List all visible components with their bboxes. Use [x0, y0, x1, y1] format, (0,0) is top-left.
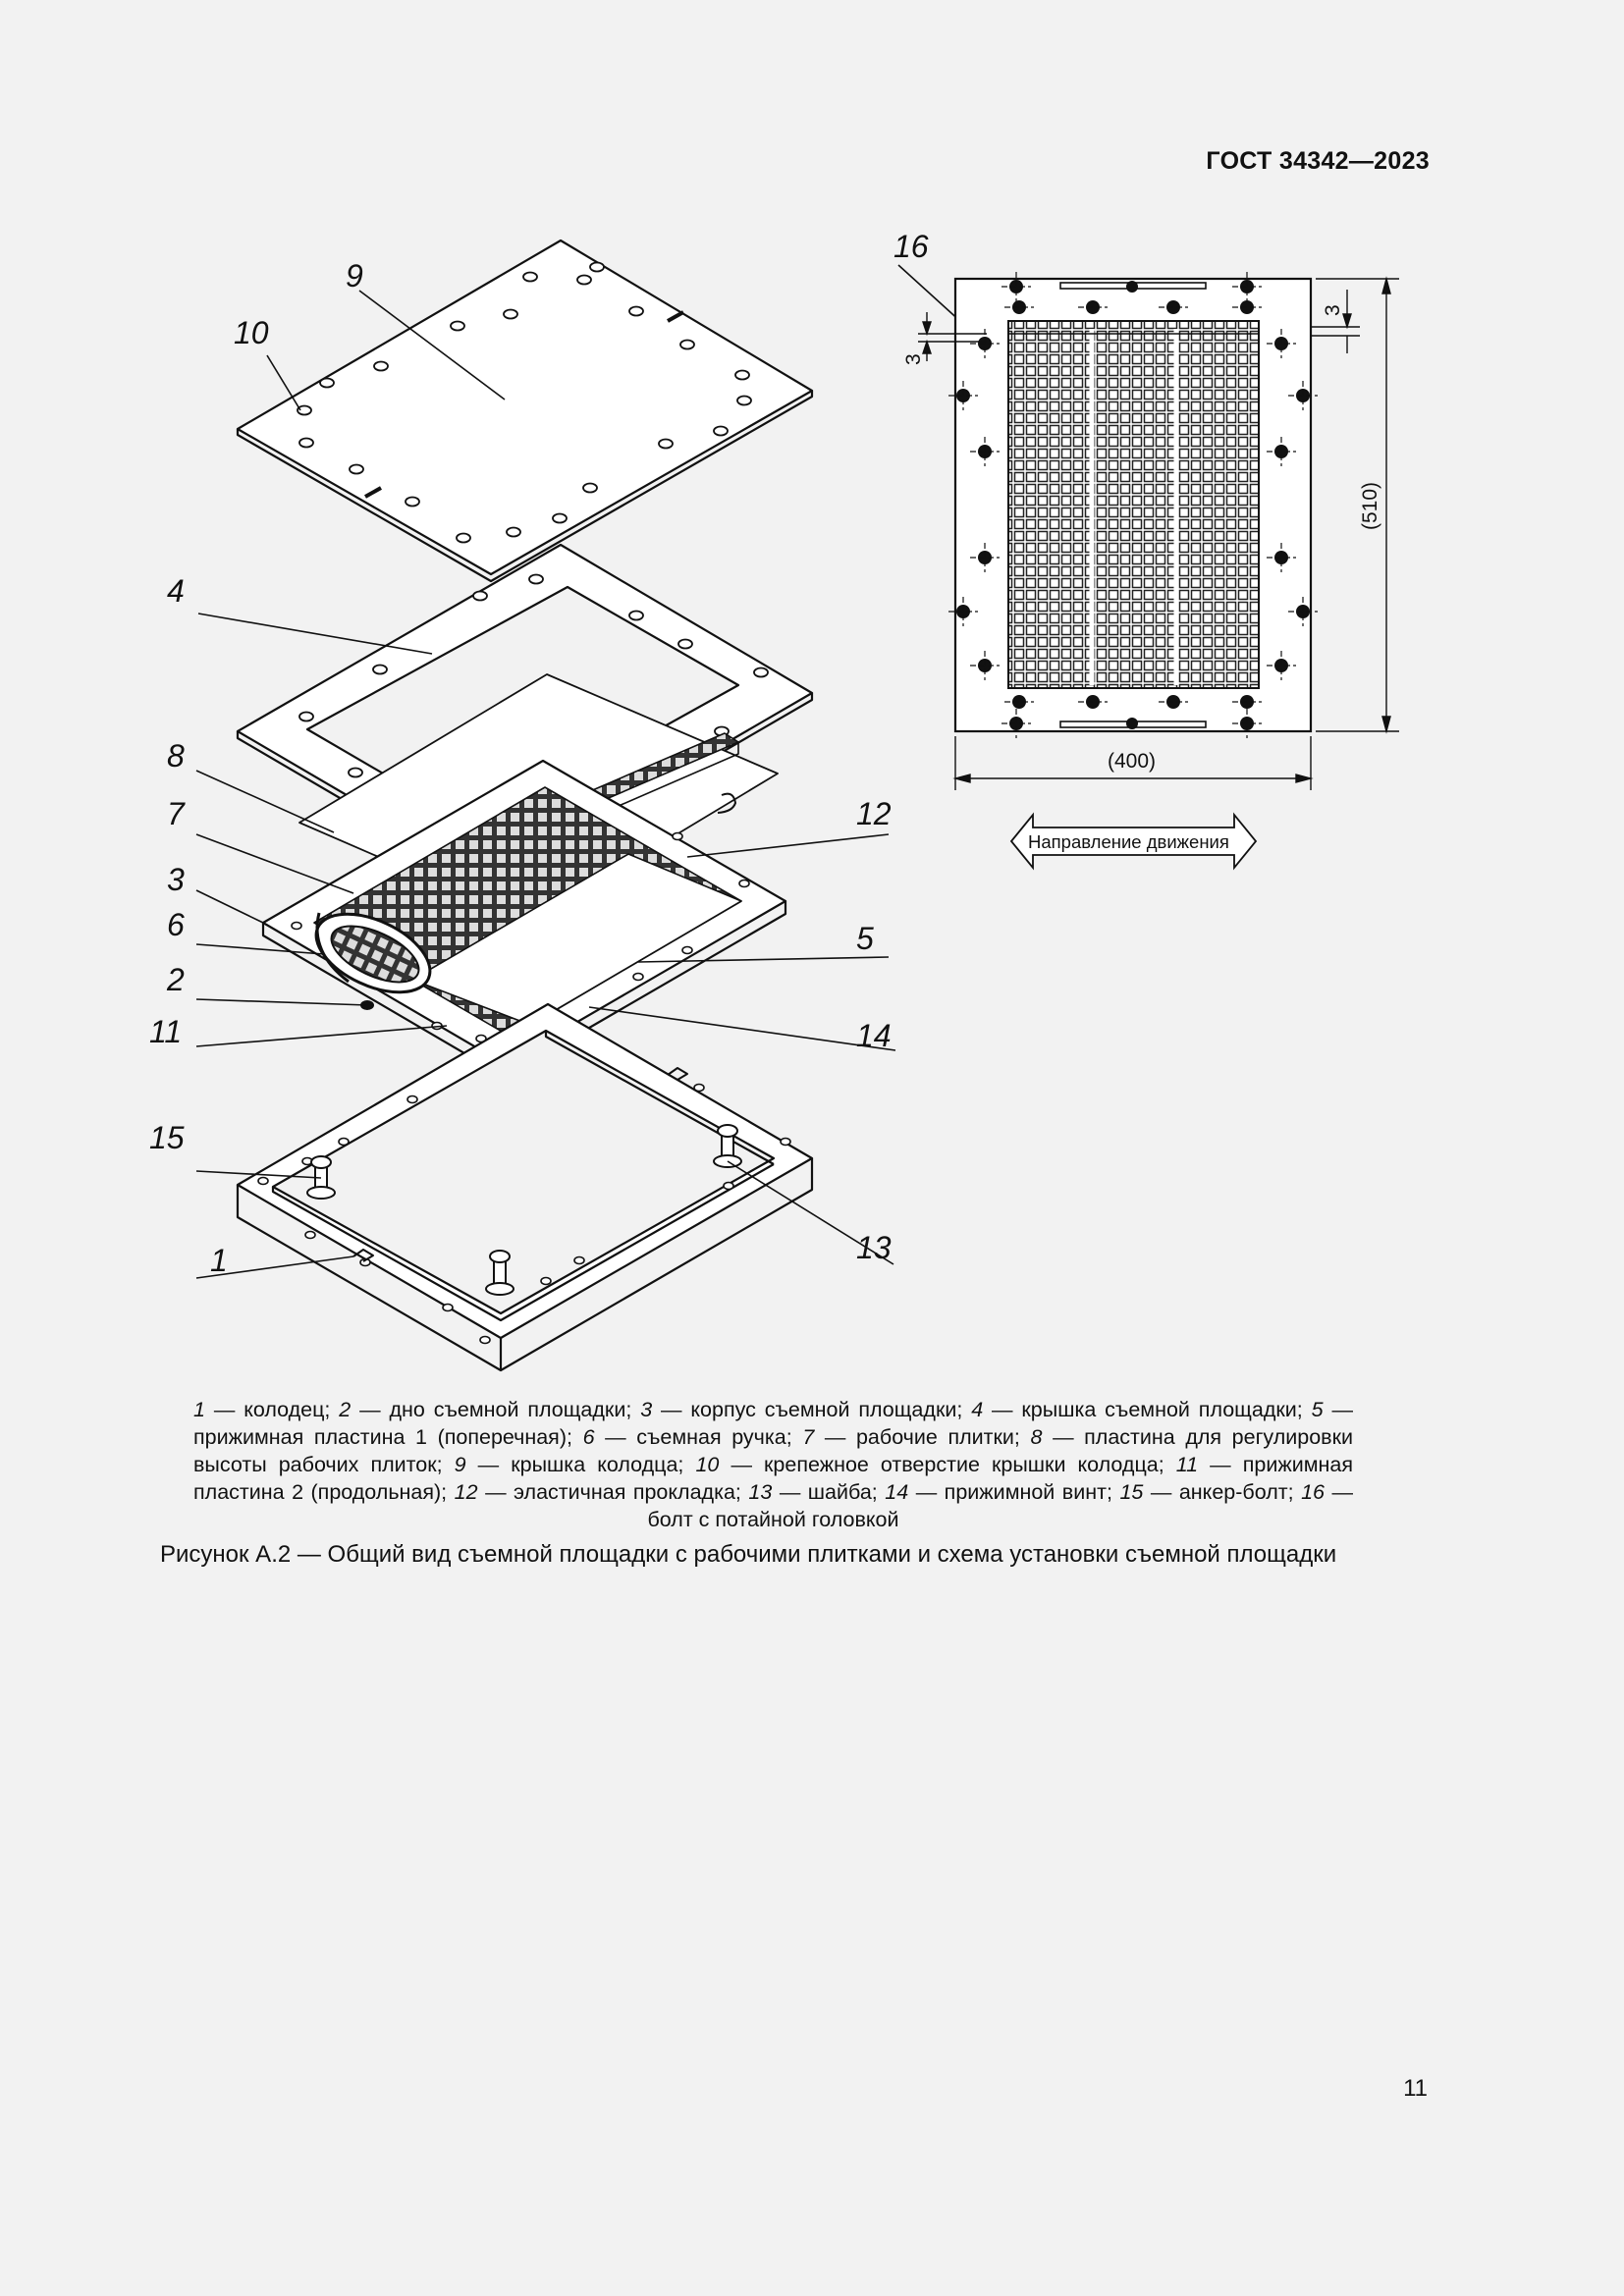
- legend-item-text: — съемная ручка;: [594, 1425, 792, 1449]
- callout-10: 10: [234, 315, 269, 350]
- legend-item-1: [193, 1398, 330, 1421]
- legend-item-text: — пластина для регулировки высоты рабочих плиток;: [193, 1425, 1354, 1476]
- legend-item-number: 11: [1175, 1453, 1199, 1476]
- callout-9: 9: [346, 258, 363, 294]
- figure-legend: [193, 1396, 1353, 1533]
- figure-caption: Рисунок А.2 — Общий вид съемной площадки с рабочими плитками и схема установки съемной площадки: [160, 1541, 1337, 1568]
- callout-15: 15: [149, 1120, 185, 1155]
- callout-3: 3: [167, 862, 185, 897]
- legend-item-13: [748, 1480, 877, 1504]
- legend-item-text: — колодец;: [204, 1398, 331, 1421]
- legend-item-3: [640, 1398, 962, 1421]
- well-cover: [238, 240, 812, 581]
- legend-item-number: 12: [454, 1480, 478, 1504]
- callout-4: 4: [167, 573, 185, 609]
- legend-item-text: — эластичная прокладка;: [477, 1480, 741, 1504]
- callout-5: 5: [856, 921, 874, 956]
- legend-item-text: — крышка съемной площадки;: [983, 1398, 1303, 1421]
- legend-item-number: 14: [885, 1480, 909, 1504]
- callout-12: 12: [856, 796, 892, 831]
- legend-item-number: 10: [695, 1453, 720, 1476]
- legend-item-text: — анкер-болт;: [1143, 1480, 1294, 1504]
- legend-item-number: 6: [582, 1425, 595, 1449]
- installation-scheme: [918, 272, 1399, 868]
- legend-item-7: [802, 1425, 1020, 1449]
- callout-11: 11: [149, 1014, 183, 1049]
- legend-item-10: [695, 1453, 1164, 1476]
- callout-14: 14: [856, 1018, 892, 1053]
- dim-height: (510): [1359, 481, 1381, 530]
- dim-small-left: 3: [902, 353, 925, 365]
- legend-item-14: [885, 1480, 1112, 1504]
- callout-2: 2: [167, 962, 185, 997]
- legend-item-15: [1119, 1480, 1293, 1504]
- legend-item-9: [455, 1453, 684, 1476]
- legend-item-4: [971, 1398, 1303, 1421]
- legend-item-number: 1: [193, 1398, 205, 1421]
- legend-item-text: — крышка колодца;: [465, 1453, 684, 1476]
- callout-1: 1: [210, 1243, 228, 1278]
- callout-13: 13: [856, 1230, 892, 1265]
- dim-width: (400): [1108, 750, 1157, 773]
- legend-item-text: — корпус съемной площадки;: [652, 1398, 963, 1421]
- callout-16: 16: [893, 229, 929, 264]
- legend-item-number: 4: [971, 1398, 984, 1421]
- document-header: ГОСТ 34342—2023: [1206, 147, 1430, 175]
- legend-item-12: [455, 1480, 741, 1504]
- dim-small-right: 3: [1322, 304, 1344, 316]
- legend-item-text: — рабочие плитки;: [814, 1425, 1020, 1449]
- legend-item-text: — прижимная пластина 2 (продольная);: [193, 1453, 1353, 1504]
- legend-item-number: 13: [748, 1480, 773, 1504]
- legend-item-2: [339, 1398, 631, 1421]
- legend-item-text: — крепежное отверстие крышки колодца;: [719, 1453, 1164, 1476]
- legend-item-6: [583, 1425, 792, 1449]
- legend-item-number: 5: [1311, 1398, 1324, 1421]
- callout-6: 6: [167, 907, 185, 942]
- legend-item-number: 15: [1119, 1480, 1144, 1504]
- legend-item-number: 16: [1301, 1480, 1325, 1504]
- legend-item-number: 7: [802, 1425, 815, 1449]
- legend-item-number: 8: [1030, 1425, 1043, 1449]
- legend-item-number: 2: [339, 1398, 352, 1421]
- legend-item-text: — прижимная пластина 1 (поперечная);: [193, 1398, 1353, 1449]
- legend-item-text: — шайба;: [772, 1480, 878, 1504]
- callout-7: 7: [167, 796, 185, 831]
- page-number: 11: [1403, 2075, 1428, 2102]
- direction-label: Направление движения: [1028, 831, 1229, 852]
- legend-item-text: — болт с потайной головкой: [647, 1480, 1353, 1531]
- callout-8: 8: [167, 738, 185, 774]
- legend-item-text: — дно съемной площадки;: [351, 1398, 632, 1421]
- legend-item-text: — прижимной винт;: [908, 1480, 1112, 1504]
- legend-item-number: 9: [454, 1453, 466, 1476]
- legend-item-number: 3: [640, 1398, 653, 1421]
